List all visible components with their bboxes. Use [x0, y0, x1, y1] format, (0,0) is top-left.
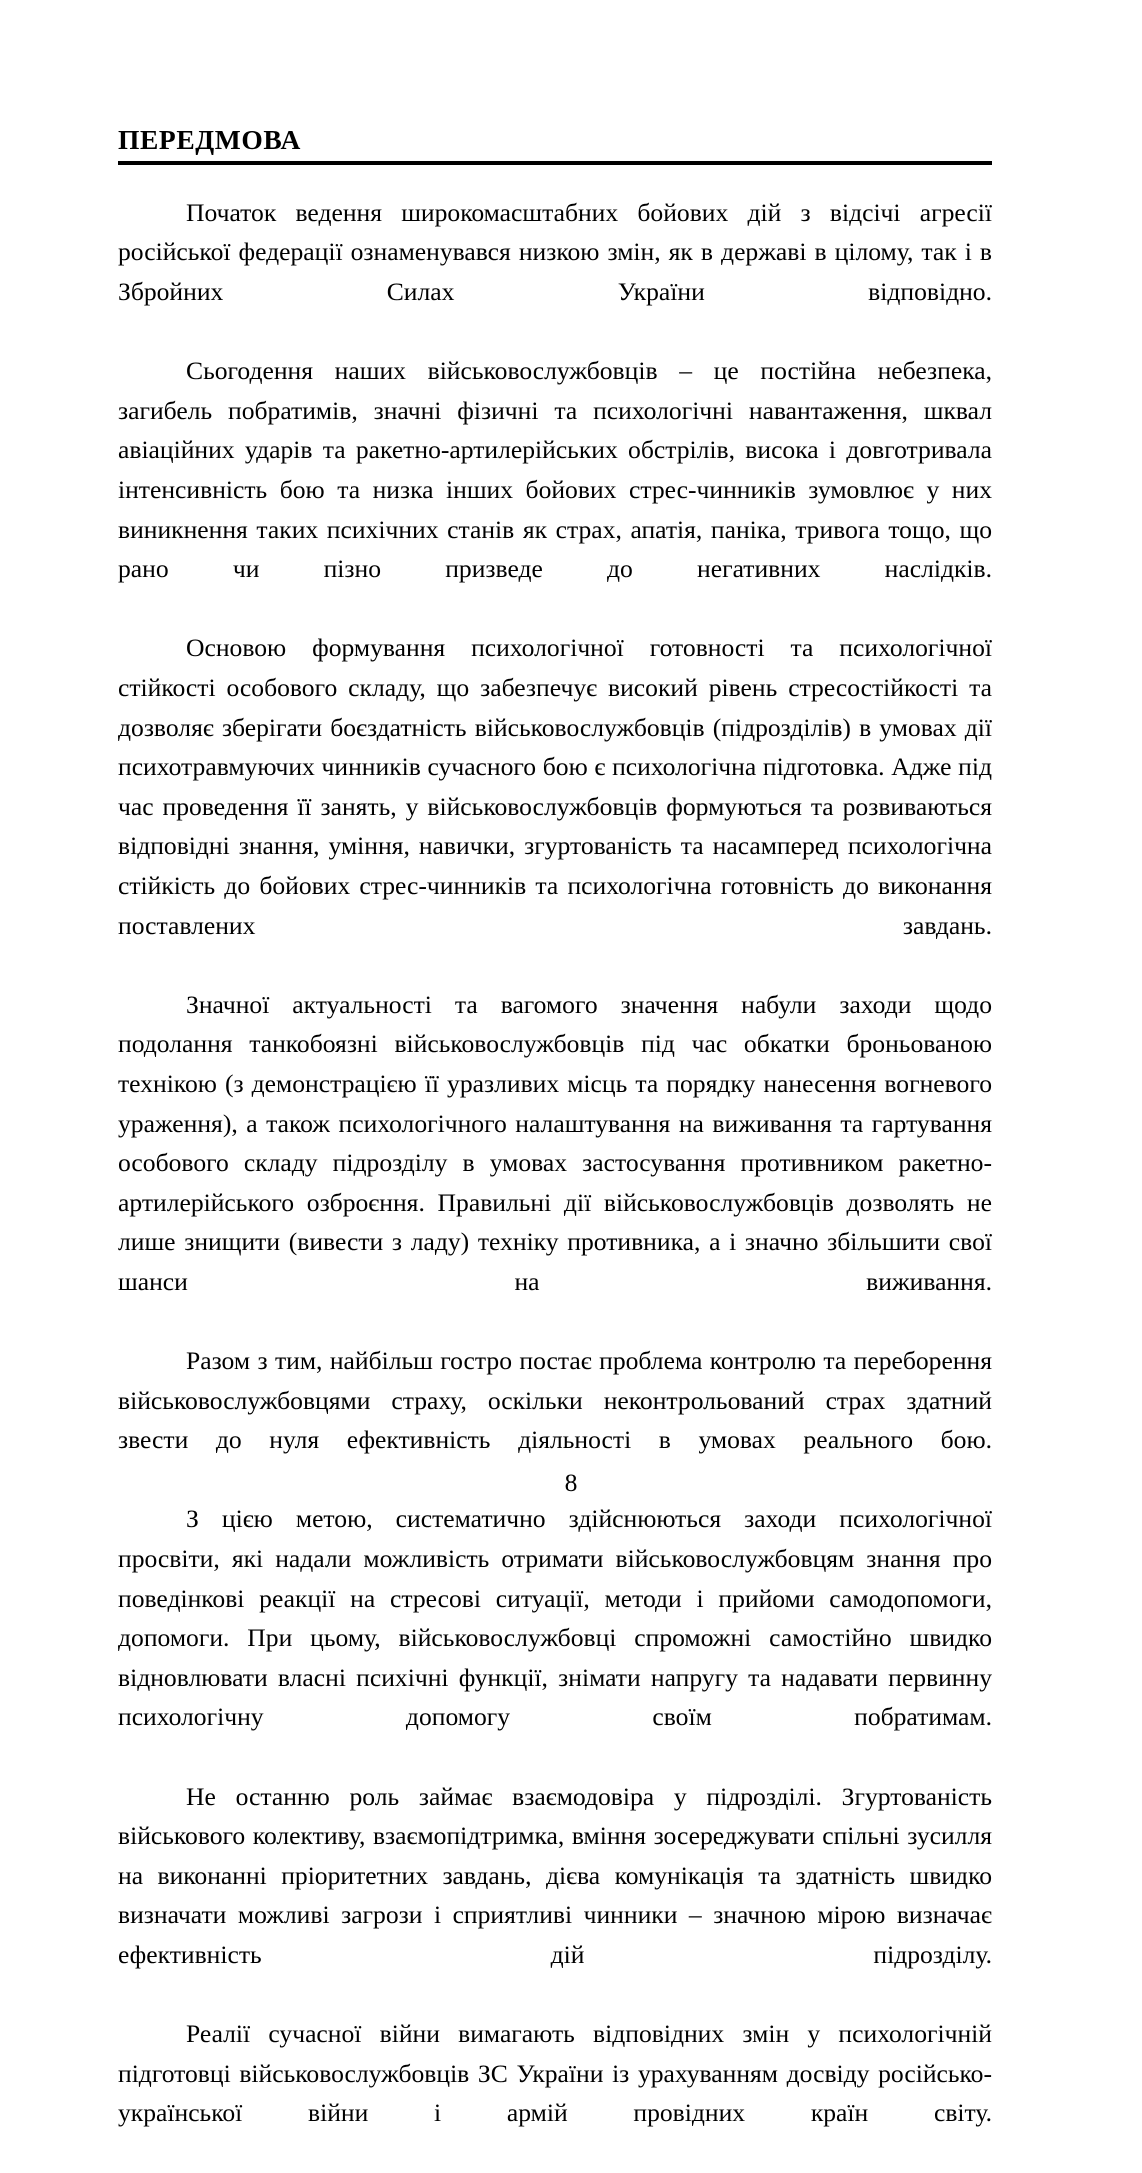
body-text-block	[118, 193, 992, 2173]
body-paragraph: Початок ведення широкомасштабних бойових дій з відсічі агресії російської федерації ознаменувався низкою змін, як в державі в цілому, так і в Збройних Силах України відповідно.	[118, 197, 992, 307]
body-paragraph: Разом з тим, найбільш гостро постає проблема контролю та переборення військовослужбовцями страху, оскільки неконтрольований страх здатний звести до нуля ефективність діяльності в умовах реального бою.	[118, 1346, 992, 1455]
body-paragraph: Значної актуальності та вагомого значення набули заходи щодо подолання танкобоязні військовослужбовців під час обкатки броньованою технікою (з демонстрацією її уразливих місць та порядку нанесення вогневого ураження), а також психологічного налаштування на виживання та гартування особового складу підрозділу в умовах застосування противником ракетно-артилерійського озброєння. Правильні дії військовослужбовців дозволять не лише знищити (вивести з ладу) техніку противника, а і значно збільшити свої шанси на виживання.	[118, 989, 992, 1296]
page-number: 8	[564, 1468, 578, 1497]
body-paragraph: З цією метою, систематично здійснюються заходи психологічної просвіти, які надали можливість отримати військовослужбовцям знання про поведінкові реакції на стресові ситуації, методи і прийоми самодопомоги, допомоги. При цьому, військовослужбовці спроможні самостійно швидко відновлювати власні психічні функції, знімати напругу та надавати первинну психологічну допомогу своїм побратимам.	[118, 1504, 992, 1732]
title-divider	[118, 161, 992, 165]
body-paragraph: Основою формування психологічної готовності та психологічної стійкості особового складу, що забезпечує високий рівень стресостійкості та дозволяє зберігати боєздатність військовослужбовців (підрозділів) в умовах дії психотравмуючих чинників сучасного бою є психологічна підготовка. Адже під час проведення її занять, у військовослужбовців формуються та розвиваються відповідні знання, уміння, навички, згуртованість та насамперед психологічна стійкість до бойових стрес-чинників та психологічна готовність до виконання поставлених завдань.	[118, 633, 992, 940]
body-paragraph: Реалії сучасної війни вимагають відповідних змін у психологічній підготовці військовослужбовців ЗС України із урахуванням досвіду російсько-української війни і армій провідних країн світу.	[118, 2019, 992, 2128]
body-paragraph: Сьогодення наших військовослужбовців – це постійна небезпека, загибель побратимів, значні фізичні та психологічні навантаження, шквал авіаційних ударів та ракетно-артилерійських обстрілів, висока і довготривала інтенсивність бою та низка інших бойових стрес-чинників зумовлює у них виникнення таких психічних станів як страх, апатія, паніка, тривога тощо, що рано чи пізно призведе до негативних наслідків.	[118, 356, 992, 584]
page-content	[118, 126, 992, 2173]
page-title: ПЕРЕДМОВА	[118, 124, 302, 155]
body-paragraph: Не останню роль займає взаємодовіра у підрозділі. Згуртованість військового колективу, взаємопідтримка, вміння зосереджувати спільні зусилля на виконанні пріоритетних завдань, дієва комунікація та здатність швидко визначати можливі загрози і сприятливі чинники – значною мірою визначає ефективність дій підрозділу.	[118, 1781, 992, 1969]
